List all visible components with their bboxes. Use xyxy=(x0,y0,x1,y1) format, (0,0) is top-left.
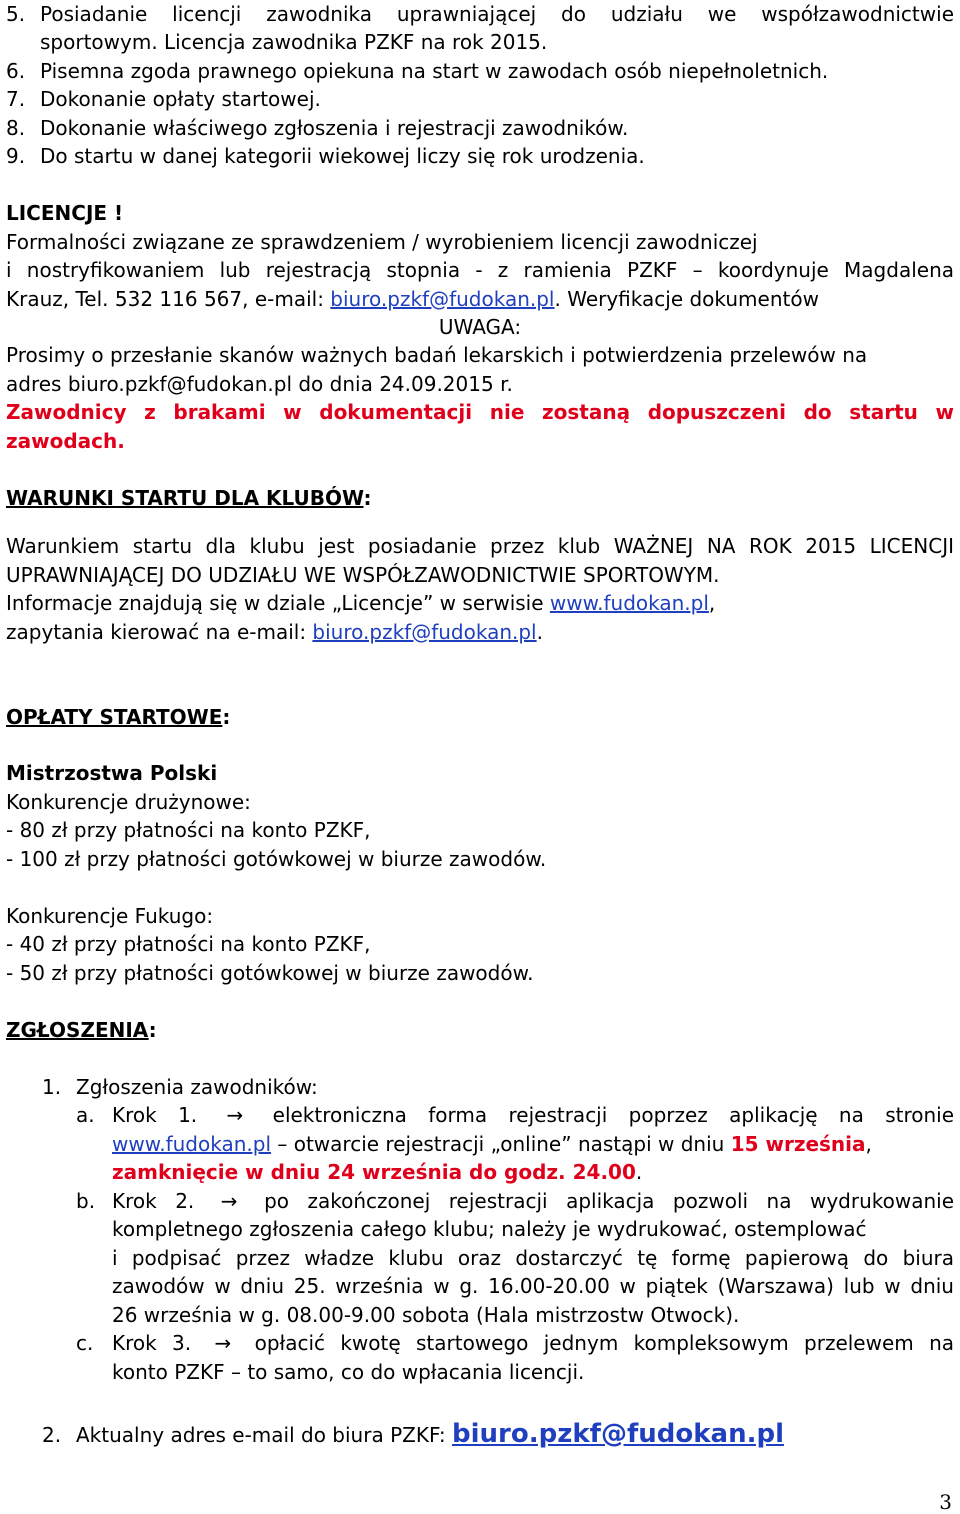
licencje-line1: Formalności związane ze sprawdzeniem / wyrobieniem licencji zawodniczej xyxy=(6,230,758,254)
step-b-line5: 26 września w g. 08.00-9.00 sobota (Hala mistrzostw Otwock). xyxy=(112,1303,740,1327)
fukugo-label: Konkurencje Fukugo: xyxy=(6,904,214,928)
arrow-right-icon: → xyxy=(220,1189,238,1213)
zgloszenia-heading: ZGŁOSZENIA: xyxy=(6,1018,157,1042)
condition-8: 8. Dokonanie właściwego zgłoszenia i rejestracji zawodników. xyxy=(6,116,629,140)
team-fee-transfer: - 80 zł przy płatności na konto PZKF, xyxy=(6,818,371,842)
warunki-email-link[interactable]: biuro.pzkf@fudokan.pl xyxy=(312,620,537,644)
warunki-line1: Warunkiem startu dla klubu jest posiadanie przez klub WAŻNEJ NA ROK 2015 LICENCJI xyxy=(6,534,954,558)
step-c-line2: konto PZKF – to samo, co do wpłacania licencji. xyxy=(112,1360,585,1384)
arrow-right-icon: → xyxy=(226,1103,244,1127)
licencje-line3: Krauz, Tel. 532 116 567, e-mail: biuro.pzkf@fudokan.pl. Weryfikacje dokumentów xyxy=(6,287,819,311)
mistrzostwa-heading: Mistrzostwa Polski xyxy=(6,761,218,785)
zgloszenia-item2: 2. Aktualny adres e-mail do biura PZKF: biuro.pzkf@fudokan.pl xyxy=(42,1419,784,1449)
step-a-website-link[interactable]: www.fudokan.pl xyxy=(112,1132,272,1156)
step-a-label: a. xyxy=(76,1103,95,1127)
warunki-line2: UPRAWNIAJĄCEJ DO UDZIAŁU WE WSPÓŁZAWODNICTWIE SPORTOWYM. xyxy=(6,563,720,587)
condition-6: 6. Pisemna zgoda prawnego opiekuna na start w zawodach osób niepełnoletnich. xyxy=(6,59,829,83)
page-number: 3 xyxy=(939,1490,952,1514)
step-a-line1: Krok 1. → elektroniczna forma rejestracji poprzez aplikację na stronie xyxy=(112,1103,955,1127)
step-c-label: c. xyxy=(76,1331,94,1355)
licencje-email-link[interactable]: biuro.pzkf@fudokan.pl xyxy=(330,287,555,311)
condition-5-line1: 5. Posiadanie licencji zawodnika uprawniającej do udziału we współzawodnictwie xyxy=(6,2,954,26)
step-b-line2: kompletnego zgłoszenia całego klubu; należy je wydrukować, ostemplować xyxy=(112,1217,867,1241)
condition-5-line2: sportowym. Licencja zawodnika PZKF na rok 2015. xyxy=(40,30,548,54)
zgloszenia-item1: 1. Zgłoszenia zawodników: xyxy=(42,1075,318,1099)
warunki-line4: zapytania kierować na e-mail: biuro.pzkf@fudokan.pl. xyxy=(6,620,543,644)
step-c-line1: Krok 3. → opłacić kwotę startowego jednym kompleksowym przelewem na xyxy=(112,1331,955,1355)
step-b-line3: i podpisać przez władze klubu oraz dostarczyć tę formę papierową do biura xyxy=(112,1246,954,1270)
warunki-heading: WARUNKI STARTU DLA KLUBÓW: xyxy=(6,486,372,510)
step-a-line3: zamknięcie w dniu 24 września do godz. 24.00. xyxy=(112,1160,643,1184)
licencje-line4: Prosimy o przesłanie skanów ważnych badań lekarskich i potwierdzenia przelewów na xyxy=(6,343,868,367)
step-b-line1: Krok 2. → po zakończonej rejestracji aplikacja pozwoli na wydrukowanie xyxy=(112,1189,955,1213)
licencje-line2: i nostryfikowaniem lub rejestracją stopnia - z ramienia PZKF – koordynuje Magdalena xyxy=(6,258,954,282)
uwaga-label: UWAGA: xyxy=(438,315,522,339)
fukugo-fee-cash: - 50 zł przy płatności gotówkowej w biurze zawodów. xyxy=(6,961,534,985)
step-b-line4: zawodów w dniu 25. września w g. 16.00-20.00 w piątek (Warszawa) lub w dniu xyxy=(112,1274,954,1298)
licencje-warning-line1: Zawodnicy z brakami w dokumentacji nie zostaną dopuszczeni do startu w xyxy=(6,400,954,424)
oplaty-heading: OPŁATY STARTOWE: xyxy=(6,705,231,729)
warunki-line3: Informacje znajdują się w dziale „Licencje” w serwisie www.fudokan.pl, xyxy=(6,591,716,615)
condition-9: 9. Do startu w danej kategorii wiekowej liczy się rok urodzenia. xyxy=(6,144,645,168)
licencje-warning-line2: zawodach. xyxy=(6,429,125,453)
condition-7: 7. Dokonanie opłaty startowej. xyxy=(6,87,321,111)
team-fee-cash: - 100 zł przy płatności gotówkowej w biurze zawodów. xyxy=(6,847,547,871)
licencje-line5: adres biuro.pzkf@fudokan.pl do dnia 24.09.2015 r. xyxy=(6,372,513,396)
arrow-right-icon: → xyxy=(214,1331,232,1355)
licencje-heading: LICENCJE ! xyxy=(6,201,124,225)
step-a-line2: www.fudokan.pl – otwarcie rejestracji „online” nastąpi w dniu 15 września, xyxy=(112,1132,872,1156)
biuro-email-link[interactable]: biuro.pzkf@fudokan.pl xyxy=(452,1419,784,1449)
fukugo-fee-transfer: - 40 zł przy płatności na konto PZKF, xyxy=(6,932,371,956)
team-label: Konkurencje drużynowe: xyxy=(6,790,251,814)
fudokan-website-link[interactable]: www.fudokan.pl xyxy=(549,591,709,615)
step-b-label: b. xyxy=(76,1189,96,1213)
